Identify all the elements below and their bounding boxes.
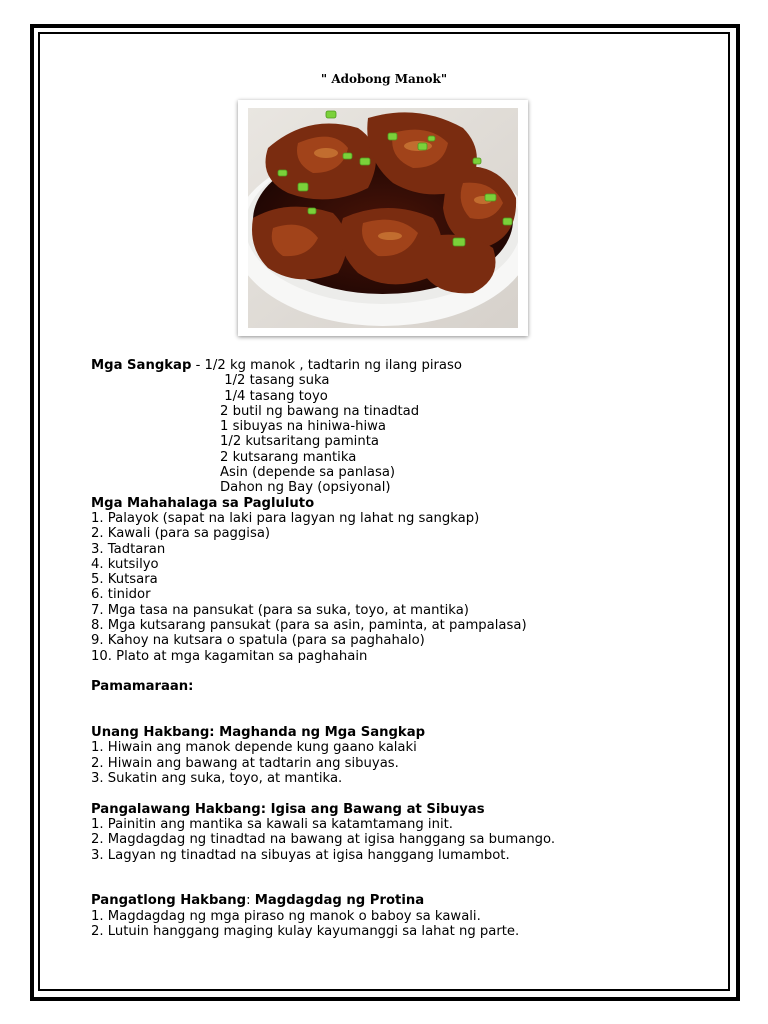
equipment-item: 3. Tadtaran: [91, 541, 166, 557]
ingredient-item: 2 butil ng bawang na tinadtad: [220, 403, 420, 419]
ingredient-item: 1/4 tasang toyo: [220, 388, 328, 404]
step1-item: 3. Sukatin ang suka, toyo, at mantika.: [91, 771, 343, 787]
step2-item: 2. Magdagdag ng tinadtad na bawang at igisa hanggang sa bumango.: [91, 832, 556, 848]
equipment-item: 9. Kahoy na kutsara o spatula (para sa paghahalo): [91, 633, 425, 649]
step3-heading-b: Magdagdag ng Protina: [254, 893, 425, 909]
step1-item: 1. Hiwain ang manok depende kung gaano kalaki: [91, 740, 417, 756]
step2-item: 1. Painitin ang mantika sa kawali sa katamtamang init.: [91, 816, 453, 832]
equipment-item: 7. Mga tasa na pansukat (para sa suka, toyo, at mantika): [91, 602, 469, 618]
equipment-item: 6. tinidor: [91, 587, 151, 603]
document-title: " Adobong Manok": [320, 72, 448, 86]
equipment-item: 2. Kawali (para sa paggisa): [91, 526, 271, 542]
step2-heading: Pangalawang Hakbang: Igisa ang Bawang at Sibuyas: [91, 801, 485, 817]
equipment-item: 1. Palayok (sapat na laki para lagyan ng lahat ng sangkap): [91, 510, 480, 526]
equipment-heading: Mga Mahahalaga sa Pagluluto: [91, 495, 315, 511]
equipment-item: 4. kutsilyo: [91, 556, 159, 572]
adobo-chicken-image: [248, 108, 518, 328]
ingredient-item: Asin (depende sa panlasa): [220, 465, 396, 481]
ingredient-item: Dahon ng Bay (opsiyonal): [220, 480, 391, 496]
step3-item: 2. Lutuin hanggang maging kulay kayumanggi sa lahat ng parte.: [91, 923, 520, 939]
ingredient-item: 1/2 kutsaritang paminta: [220, 434, 379, 450]
step1-item: 2. Hiwain ang bawang at tadtarin ang sibuyas.: [91, 755, 399, 771]
ingredient-item: 1/2 tasang suka: [220, 373, 330, 389]
step1-heading: Unang Hakbang: Maghanda ng Mga Sangkap: [91, 725, 426, 741]
ingredient-item: 1 sibuyas na hiniwa-hiwa: [220, 419, 386, 435]
ingredient-item: - 1/2 kg manok , tadtarin ng ilang piraso: [191, 358, 462, 373]
recipe-content: [91, 358, 731, 939]
equipment-item: 8. Mga kutsarang pansukat (para sa asin, paminta, at pampalasa): [91, 618, 527, 634]
adobo-photo: [238, 100, 528, 336]
procedure-heading: Pamamaraan:: [91, 679, 194, 695]
step3-heading-a: Pangatlong Hakbang: [91, 893, 247, 909]
step3-heading-sep: :: [246, 893, 255, 909]
step3-heading: [91, 893, 731, 908]
ingredient-item: 2 kutsarang mantika: [220, 449, 357, 465]
step3-item: 1. Magdagdag ng mga piraso ng manok o baboy sa kawali.: [91, 908, 481, 924]
ingredients-first-line: [91, 358, 731, 373]
ingredients-heading: Mga Sangkap: [91, 358, 192, 373]
equipment-item: 10. Plato at mga kagamitan sa paghahain: [91, 648, 368, 664]
step2-item: 3. Lagyan ng tinadtad na sibuyas at igisa hanggang lumambot.: [91, 847, 510, 863]
equipment-item: 5. Kutsara: [91, 572, 158, 588]
